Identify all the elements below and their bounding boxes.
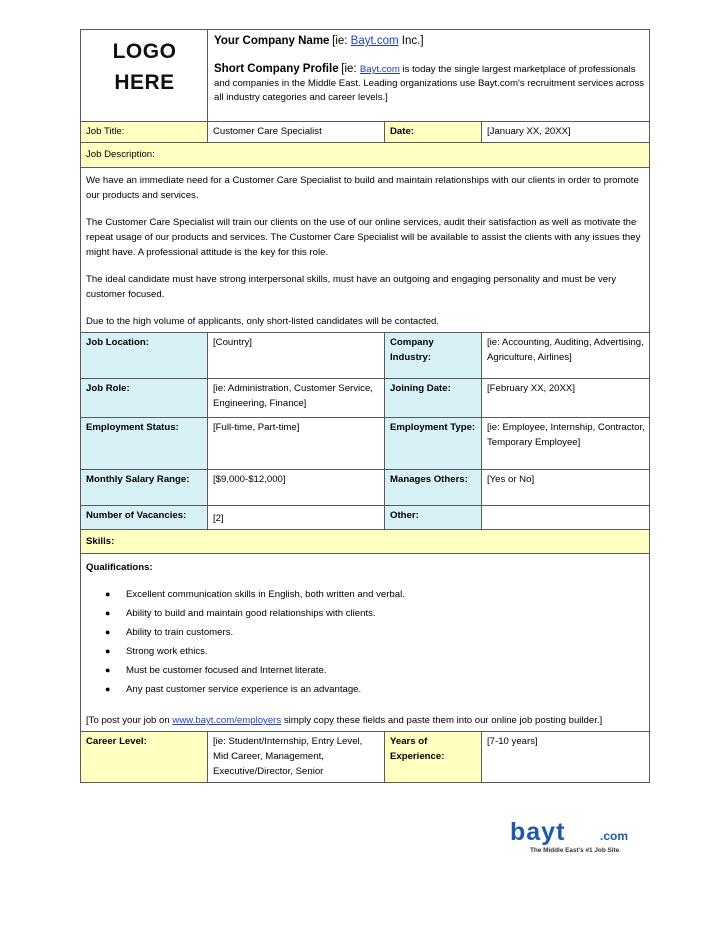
vacancies-label: Number of Vacancies: bbox=[81, 506, 208, 530]
joining-date-label: Joining Date: bbox=[385, 379, 482, 418]
career-level-value[interactable]: [ie: Student/Internship, Entry Level, Mid Career, Management, Executive/Director, Senior bbox=[208, 732, 385, 783]
employment-status-value[interactable]: [Full-time, Part-time] bbox=[208, 418, 385, 470]
qualifications-body[interactable] bbox=[81, 554, 650, 732]
bayt-logo bbox=[508, 818, 648, 858]
role-row bbox=[81, 379, 650, 418]
industry-label: Company Industry: bbox=[385, 333, 482, 379]
list-item: ● Any past customer service experience is an advantage. bbox=[126, 680, 645, 699]
profile-link[interactable]: Bayt.com bbox=[359, 64, 400, 75]
list-item: ● Must be customer focused and Internet literate. bbox=[126, 661, 645, 680]
job-description-form bbox=[80, 29, 649, 783]
description-row bbox=[81, 168, 650, 333]
employment-status-label: Employment Status: bbox=[81, 418, 208, 470]
profile-text: is today the single largest marketplace of professionals and companies in the Middle East. Leading organizations use Bayt.com's recruitment services across all industry categories and career levels.] bbox=[214, 64, 645, 103]
posting-note: [To post your job on www.bayt.com/employers simply copy these fields and paste them into our online job posting builder.] bbox=[86, 715, 603, 726]
form-table bbox=[80, 29, 650, 783]
experience-value[interactable]: [7-10 years] bbox=[482, 732, 650, 783]
skills-label-row bbox=[81, 530, 650, 554]
bayt-suffix: .com bbox=[600, 829, 629, 843]
list-item: ● Ability to train customers. bbox=[126, 623, 645, 642]
list-item: ● Excellent communication skills in English, both written and verbal. bbox=[126, 585, 645, 604]
salary-label: Monthly Salary Range: bbox=[81, 470, 208, 506]
description-body[interactable] bbox=[81, 168, 650, 333]
company-profile: Short Company Profile [ie: Bayt.com is today the single largest marketplace of professionals and companies in the Middle East. Leading organizations use Bayt.com's recruitment services across all industry categories and career levels.] bbox=[214, 63, 645, 103]
employers-link[interactable]: www.bayt.com/employers bbox=[172, 715, 282, 726]
job-title-label: Job Title: bbox=[81, 122, 208, 143]
qualifications-row bbox=[81, 554, 650, 732]
manages-others-value[interactable]: [Yes or No] bbox=[482, 470, 650, 506]
career-level-label: Career Level: bbox=[81, 732, 208, 783]
company-name-line: Your Company Name [ie: Bayt.com Inc.] bbox=[214, 35, 424, 47]
description-paragraph: The Customer Care Specialist will train our clients on the use of our online services, audit their satisfaction as well as motivate the repeat usage of our products and services. The Customer Care Specialist will be available to assist the clients with any issues they might have. A professional attitude is the key for this role. bbox=[86, 217, 641, 258]
location-value[interactable]: [Country] bbox=[208, 333, 385, 379]
bullet-icon: ● bbox=[105, 627, 111, 637]
description-paragraph: We have an immediate need for a Customer Care Specialist to build and maintain relationships with our clients in order to promote our products and services. bbox=[86, 175, 639, 201]
skills-label: Skills: bbox=[81, 530, 650, 554]
description-label: Job Description: bbox=[81, 143, 650, 168]
date-label: Date: bbox=[385, 122, 482, 143]
qualifications-label: Qualifications: bbox=[86, 562, 153, 573]
other-label: Other: bbox=[385, 506, 482, 530]
other-value[interactable] bbox=[482, 506, 650, 530]
role-value[interactable]: [ie: Administration, Customer Service, Engineering, Finance] bbox=[208, 379, 385, 418]
location-row bbox=[81, 333, 650, 379]
employment-type-value[interactable]: [ie: Employee, Internship, Contractor, Temporary Employee] bbox=[482, 418, 650, 470]
logo-placeholder: LOGO HERE bbox=[81, 30, 208, 122]
description-paragraph: Due to the high volume of applicants, only short-listed candidates will be contacted. bbox=[86, 316, 440, 327]
job-title-value[interactable]: Customer Care Specialist bbox=[208, 122, 385, 143]
job-title-row bbox=[81, 122, 650, 143]
description-paragraph: The ideal candidate must have strong interpersonal skills, must have an outgoing and engaging personality and must be very customer focused. bbox=[86, 274, 617, 300]
salary-value[interactable]: [$9,000-$12,000] bbox=[208, 470, 385, 506]
description-label-row bbox=[81, 143, 650, 168]
salary-row bbox=[81, 470, 650, 506]
joining-date-value[interactable]: [February XX, 20XX] bbox=[482, 379, 650, 418]
career-row bbox=[81, 732, 650, 783]
experience-label: Years of Experience: bbox=[385, 732, 482, 783]
company-example-link[interactable]: Bayt.com bbox=[350, 35, 399, 47]
vacancies-row bbox=[81, 506, 650, 530]
bullet-icon: ● bbox=[105, 684, 111, 694]
role-label: Job Role: bbox=[81, 379, 208, 418]
date-value[interactable]: [January XX, 20XX] bbox=[482, 122, 650, 143]
bayt-logo-icon bbox=[508, 818, 648, 858]
qualifications-list bbox=[86, 585, 645, 699]
list-item: ● Strong work ethics. bbox=[126, 642, 645, 661]
bullet-icon: ● bbox=[105, 665, 111, 675]
profile-label: Short Company Profile bbox=[214, 63, 339, 75]
header-row bbox=[81, 30, 650, 122]
manages-others-label: Manages Others: bbox=[385, 470, 482, 506]
employment-type-label: Employment Type: bbox=[385, 418, 482, 470]
vacancies-value[interactable]: [2] bbox=[208, 506, 385, 530]
location-label: Job Location: bbox=[81, 333, 208, 379]
bayt-wordmark: bayt bbox=[510, 818, 566, 846]
employment-row bbox=[81, 418, 650, 470]
bullet-icon: ● bbox=[105, 608, 111, 618]
company-info bbox=[208, 30, 650, 122]
bayt-tagline: The Middle East's #1 Job Site bbox=[530, 847, 620, 854]
company-name-label: Your Company Name bbox=[214, 35, 330, 47]
list-item: ● Ability to build and maintain good relationships with clients. bbox=[126, 604, 645, 623]
bullet-icon: ● bbox=[105, 646, 111, 656]
industry-value[interactable]: [ie: Accounting, Auditing, Advertising, Agriculture, Airlines] bbox=[482, 333, 650, 379]
bullet-icon: ● bbox=[105, 589, 111, 599]
